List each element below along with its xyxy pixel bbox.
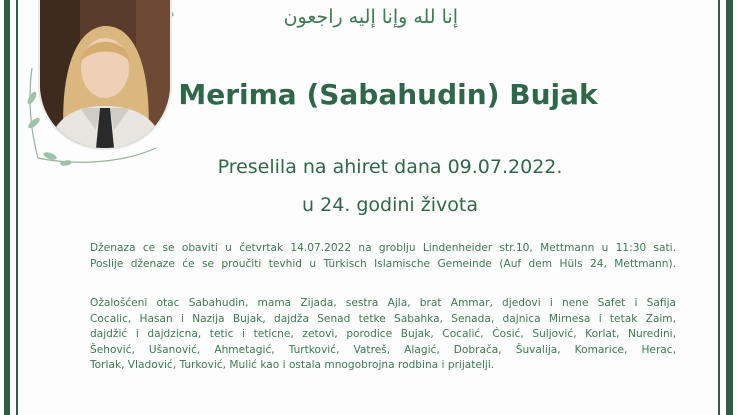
mourners-line: Ožalošćeni otac Sabahudin, mama Zijada, sestra Ajla, brat Ammar, djedovi i nene Safet i Safija bbox=[90, 297, 676, 309]
date-of-passing: Preselila na ahiret dana 09.07.2022. bbox=[217, 156, 563, 178]
mourners-line: Cocalic, Hasan i Nazija Bujak, dajdža Senad tetke Sabahka, Senada, dajnica Mirnesa i tetak Zaim, bbox=[90, 312, 676, 325]
age-line: u 24. godini života bbox=[302, 194, 478, 216]
mourners-line: dajdžić i dajdzicna, tetic i teticne, zetovi, porodice Bujak, Cocalić, Ćosić, Suljović, Korlat, Nuredini, bbox=[90, 328, 676, 341]
left-border-thick bbox=[4, 0, 10, 415]
funeral-line: Poslije dženaze će se proučiti tevhid u Türkisch Islamische Gemeinde (Auf dem Hüls 24, Mettmann). bbox=[90, 257, 676, 270]
right-border-thick bbox=[726, 0, 733, 415]
portrait-frame bbox=[26, 0, 178, 166]
portrait-photo bbox=[38, 0, 172, 150]
deceased-name: Merima (Sabahudin) Bujak bbox=[178, 78, 598, 111]
funeral-line: Dženaza ce se obaviti u četvrtak 14.07.2022 na groblju Lindenheider str.10, Mettmann u 11:30 sati. bbox=[90, 242, 676, 254]
left-border-thin bbox=[16, 0, 18, 415]
right-border-thin bbox=[718, 0, 720, 415]
mourners-paragraph bbox=[90, 296, 676, 374]
funeral-paragraph bbox=[90, 241, 676, 272]
arabic-calligraphy: إنا لله وإنا إليه راجعون bbox=[283, 6, 458, 28]
mourners-line: Torlak, Vladović, Turković, Mulić kao i ostala mnogobrojna rodbina i prijatelji. bbox=[90, 359, 495, 372]
mourners-line: Šehović, Ušanović, Ahmetagić, Turtković, Vatreš, Alagić, Dobrača, Šuvalija, Komarice, Herac, bbox=[90, 343, 676, 356]
